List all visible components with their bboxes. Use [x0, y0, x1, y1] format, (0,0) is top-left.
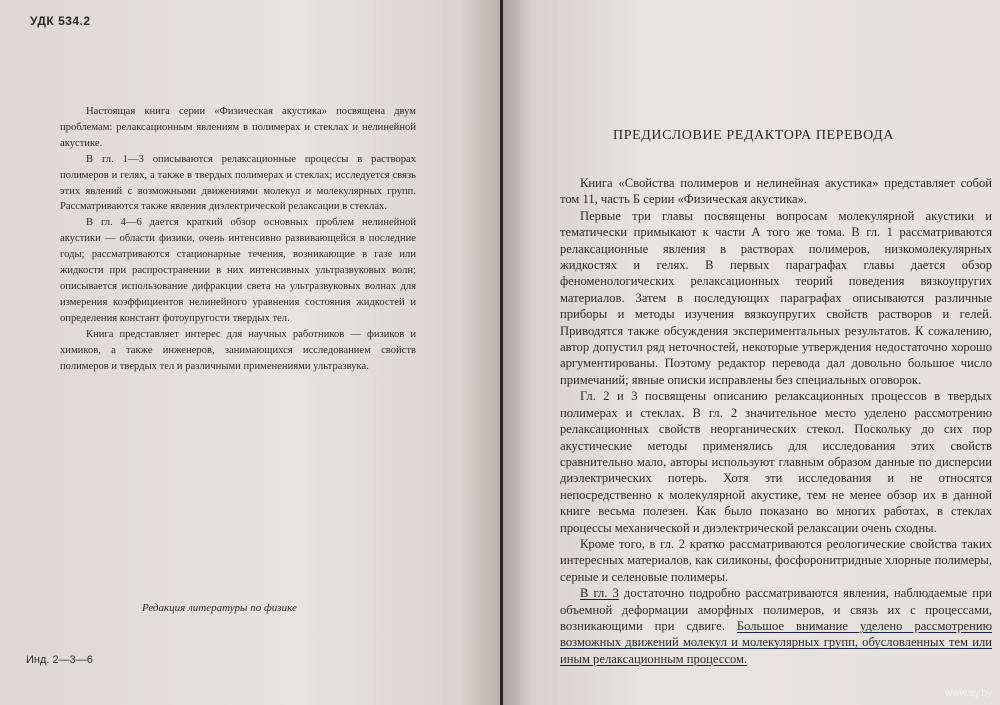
abstract-paragraph: Книга представляет интерес для научных работников — физиков и химиков, а также инженеров, занимающихся исследованием свойств полимеров и твердых тел и различными применениями ультразвука.: [60, 328, 416, 372]
abstract-paragraph: В гл. 1—3 описываются релаксационные процессы в растворах полимеров и гелях, а также в твердых полимерах и стеклах; исследуется связь этих явлений с возможными движениями молекул и молекулярных групп. Рассматриваются также явления диэлектрической релаксации в стеклах.: [60, 153, 416, 213]
watermark-text: www.ay.by: [944, 688, 992, 699]
underlined-chapter-ref: В гл. 3: [580, 586, 619, 601]
index-number: Инд. 2—3—6: [26, 654, 93, 666]
editorial-office-note: Редакция литературы по физике: [142, 602, 297, 614]
page-title: ПРЕДИСЛОВИЕ РЕДАКТОРА ПЕРЕВОДА: [613, 128, 895, 143]
preface-paragraph-last: [560, 585, 992, 667]
book-abstract: [60, 104, 416, 374]
preface-paragraph: Гл. 2 и 3 посвящены описанию релаксационных процессов в твердых полимерах и стеклах. В гл. 2 значительное место уделено рассмотрению релаксационных свойств неорганических стекол. Поскольку до сих пор акустические методы применялись для исследования этих свойств сравнительно мало, авторы используют главным образом данные по дисперсии диэлектрических потерь. Хотя эти исследования и не относятся непосредственно к молекулярной акустике, тем не менее обзор их в данной книге весьма полезен. Как было показано во многих работах, в стеклах процессы механической и диэлектрической релаксации очень сходны.: [560, 389, 992, 535]
abstract-paragraph: Настоящая книга серии «Физическая акустика» посвящена двум проблемам: релаксационным явлениям в полимерах и стеклах и нелинейной акустике.: [60, 106, 416, 149]
preface-paragraph: Кроме того, в гл. 2 кратко рассматриваются реологические свойства таких интересных материалов, как силиконы, фосфоронитридные хлорные полимеры, серные и селеновые полимеры.: [560, 536, 992, 584]
preface-paragraph: Книга «Свойства полимеров и нелинейная акустика» представляет собой том 11, часть Б серии «Физическая акустика».: [560, 176, 992, 207]
right-page: [503, 0, 1000, 705]
udk-code: УДК 534.2: [30, 14, 91, 28]
paragraph-text: достаточно подробно рассматриваются явления, наблюдаемые при объемной деформации аморфных полимеров, и связь их с процессами, возникающими при сдвиге.: [560, 586, 992, 633]
abstract-paragraph: В гл. 4—6 дается краткий обзор основных проблем нелинейной акустики — области физики, очень интенсивно развивающейся в последние годы; рассматриваются стационарные течения, возникающие в газе или жидкости при распространении в них интенсивных ультразвуковых волн; описывается использование дифракции света на ультразвуковых волнах для измерения коэффициентов нелинейного уравнения состояния жидкостей и определения констант фотоупругости твердых тел.: [60, 217, 416, 324]
underlined-passage: Большое внимание уделено рассмотрению возможных движений молекул и молекулярных групп, обусловленных тем или иным релаксационным процессом.: [560, 618, 992, 666]
preface-paragraph: Первые три главы посвящены вопросам молекулярной акустики и тематически примыкают к части А того же тома. В гл. 1 рассматриваются релаксационные явления в растворах полимеров, низкомолекулярных жидкостях и гелях. В первых параграфах главы дается обзор феноменологических релаксационных теорий поведения вязкоупругих материалов. Затем в последующих параграфах описываются различные приборы и методы изучения вязкоупругих свойств растворов и гелей. Приводятся также обсуждения экспериментальных результатов. К сожалению, автор допустил ряд неточностей, некоторые утверждения недостаточно хорошо аргументированы. Поэтому редактор перевода дал довольно большое число примечаний; явные описки исправлены без специальных оговорок.: [560, 208, 992, 387]
preface-text: [560, 175, 992, 667]
